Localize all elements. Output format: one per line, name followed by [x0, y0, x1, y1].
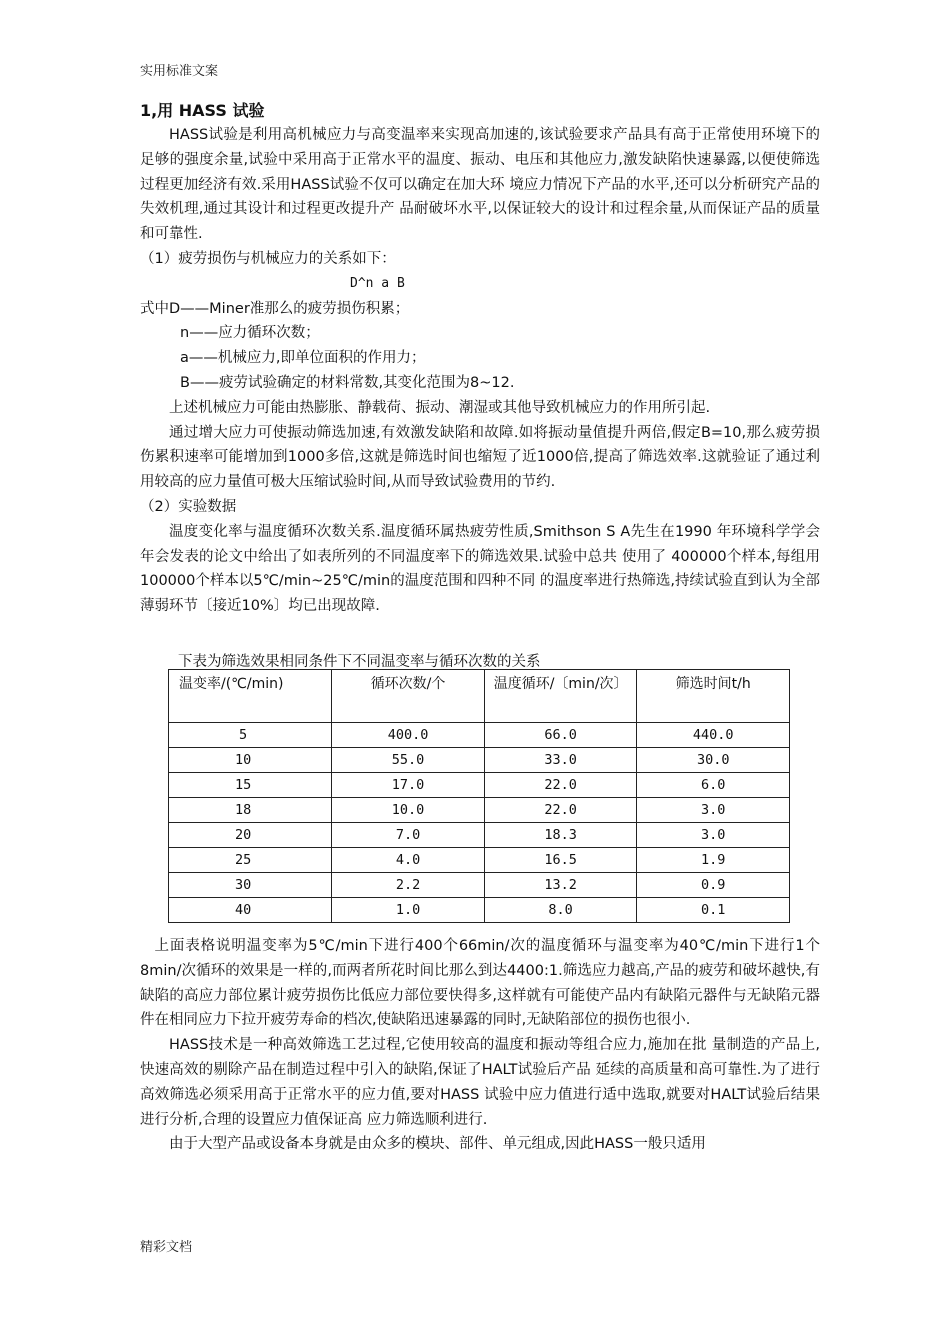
formula: D^n a B — [350, 275, 405, 291]
table-cell: 55.0 — [332, 748, 485, 773]
table-cell: 0.1 — [637, 898, 790, 923]
table-cell: 18.3 — [484, 823, 637, 848]
table-cell: 1.0 — [332, 898, 485, 923]
table-row — [169, 798, 790, 823]
table-cell: 22.0 — [484, 773, 637, 798]
table-row — [169, 873, 790, 898]
definition-n: n——应力循环次数； — [180, 325, 320, 342]
definition-d: 式中D——Miner准那么的疲劳损伤积累； — [140, 300, 410, 317]
subsection-heading-1: （1）疲劳损伤与机械应力的关系如下： — [140, 250, 396, 267]
table-row — [169, 773, 790, 798]
page-footer: 精彩文档 — [140, 1240, 193, 1255]
table-cell: 3.0 — [637, 823, 790, 848]
data-table — [168, 669, 790, 923]
table-cell: 5 — [169, 723, 332, 748]
paragraph-acceleration: 通过增大应力可使振动筛选加速,有效激发缺陷和故障.如将振动量值提升两倍,假定B=10,那么疲劳损伤累积速率可能增加到1000多倍,这就是筛选时间也缩短了近1000倍,提高了筛选效率.这就验证了通过利用较高的应力量值可极大压缩试验时间,从而导致试验费用的节约. — [140, 424, 820, 491]
definition-b: B——疲劳试验确定的材料常数,其变化范围为8~12. — [180, 374, 515, 391]
table-cell: 66.0 — [484, 723, 637, 748]
table-header-row — [169, 670, 790, 723]
table-cell: 22.0 — [484, 798, 637, 823]
table-row — [169, 748, 790, 773]
table-row — [169, 823, 790, 848]
table-cell: 25 — [169, 848, 332, 873]
table-cell: 0.9 — [637, 873, 790, 898]
definition-a: a——机械应力,即单位面积的作用力； — [180, 350, 426, 367]
table-cell: 7.0 — [332, 823, 485, 848]
table-cell: 440.0 — [637, 723, 790, 748]
table-cell: 17.0 — [332, 773, 485, 798]
table-header-cell: 筛选时间t/h — [637, 670, 790, 723]
paragraph-hass-technique: HASS技术是一种高效筛选工艺过程,它使用较高的温度和振动等组合应力,施加在批 量制造的产品上,快速高效的剔除产品在制造过程中引入的缺陷,保证了HALT试验后产品 延续的高质量和高可靠性.为了进行高效筛选必须采用高于正常水平的应力值,要对HASS 试验中应力值进行适中选取,就要对HALT试验后结果进行分析,合理的设置应力值保证高 应力筛选顺利进行. — [140, 1037, 820, 1128]
table-cell: 30 — [169, 873, 332, 898]
subsection-heading-2: （2）实验数据 — [140, 498, 237, 515]
table-cell: 18 — [169, 798, 332, 823]
table-header-cell: 循环次数/个 — [332, 670, 485, 723]
table-cell: 8.0 — [484, 898, 637, 923]
table-cell: 33.0 — [484, 748, 637, 773]
table-cell: 1.9 — [637, 848, 790, 873]
body-text-bottom — [140, 934, 820, 1157]
table-cell: 20 — [169, 823, 332, 848]
table-header-cell: 温变率/(℃/min) — [169, 670, 332, 723]
table-cell: 2.2 — [332, 873, 485, 898]
table-caption: 下表为筛选效果相同条件下不同温变率与循环次数的关系 — [178, 654, 541, 670]
section-title: 1,用 HASS 试验 — [140, 101, 265, 120]
table-cell: 6.0 — [637, 773, 790, 798]
table-cell: 3.0 — [637, 798, 790, 823]
table-cell: 10.0 — [332, 798, 485, 823]
table-row — [169, 723, 790, 748]
paragraph-table-explanation: 上面表格说明温变率为5℃/min下进行400个66min/次的温度循环与温变率为40℃/min下进行1个8min/次循环的效果是一样的,而两者所花时间比那么到达4400:1.筛选应力越高,产品的疲劳和破坏越快,有缺陷的高应力部位累计疲劳损伤比低应力部位要快得多,这样就有可能使产品内有缺陷元器件与无缺陷元器件在相同应力下拉开疲劳寿命的档次,使缺陷迅速暴露的同时,无缺陷部位的损伤也很小. — [140, 938, 820, 1029]
paragraph-intro: HASS试验是利用高机械应力与高变温率来实现高加速的,该试验要求产品具有高于正常使用环境下的足够的强度余量,试验中采用高于正常水平的温度、振动、电压和其他应力,激发缺陷快速暴露,以便使筛选过程更加经济有效.采用HASS试验不仅可以确定在加大环 境应力情况下产品的水平,还可以分析研究产品的失效机理,通过其设计和过程更改提升产 品耐破坏水平,以保证较大的设计和过程余量,从而保证产品的质量和可靠性. — [140, 127, 820, 243]
table-cell: 13.2 — [484, 873, 637, 898]
body-text-top — [140, 123, 820, 619]
table-cell: 10 — [169, 748, 332, 773]
table-header-cell: 温度循环/〔min/次〕 — [484, 670, 637, 723]
table-cell: 16.5 — [484, 848, 637, 873]
table-cell: 400.0 — [332, 723, 485, 748]
table-cell: 40 — [169, 898, 332, 923]
table-cell: 4.0 — [332, 848, 485, 873]
table-cell: 30.0 — [637, 748, 790, 773]
paragraph-large-products: 由于大型产品或设备本身就是由众多的模块、部件、单元组成,因此HASS一般只适用 — [169, 1136, 706, 1153]
paragraph-stress-source: 上述机械应力可能由热膨胀、静载荷、振动、潮湿或其他导致机械应力的作用所引起. — [169, 399, 711, 416]
page-header: 实用标准文案 — [140, 64, 219, 79]
table-row — [169, 898, 790, 923]
table-cell: 15 — [169, 773, 332, 798]
table-row — [169, 848, 790, 873]
paragraph-experiment: 温度变化率与温度循环次数关系.温度循环属热疲劳性质,Smithson S A先生在1990 年环境科学学会年会发表的论文中给出了如表所列的不同温度率下的筛选效果.试验中总共 使用了 400000个样本,每组用100000个样本以5℃/min~25℃/min的温度范围和四种不同 的温度率进行热筛选,持续试验直到认为全部薄弱环节〔接近10%〕均已出现故障. — [140, 523, 820, 615]
